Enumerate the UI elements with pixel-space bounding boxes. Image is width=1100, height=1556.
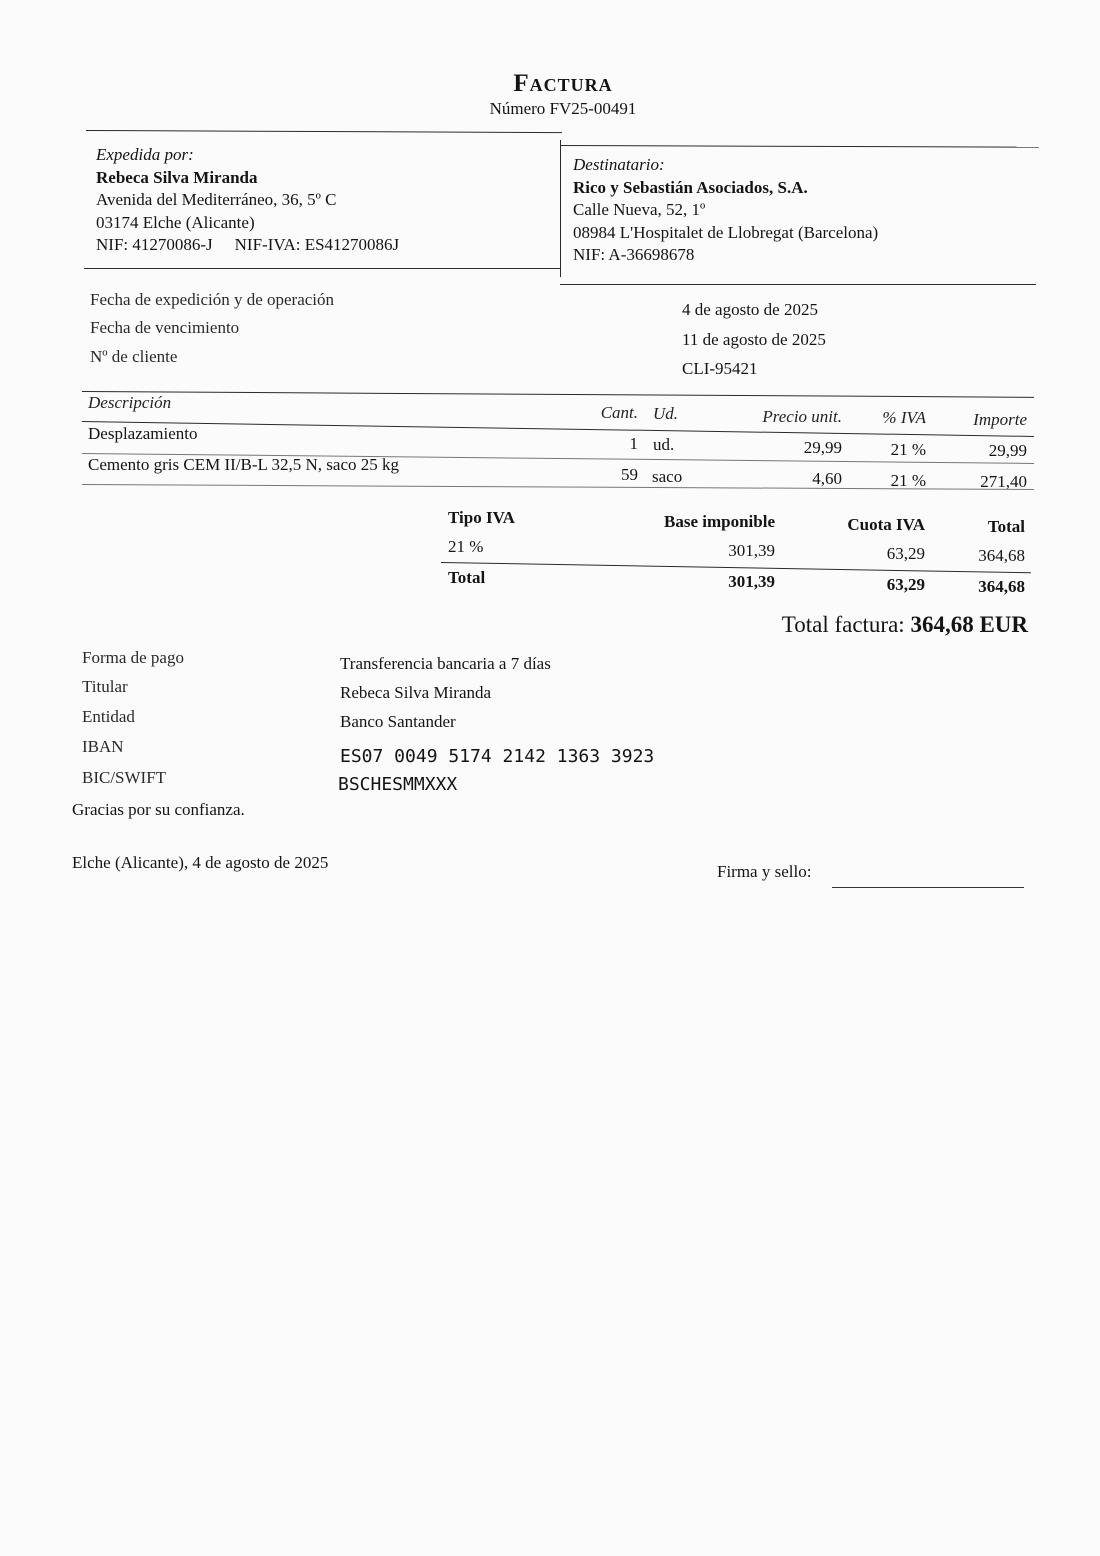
recipient-name: Rico y Sebastián Asociados, S.A. <box>573 177 808 197</box>
summary-row-quota: 63,29 <box>886 544 925 563</box>
summary-total-quota: 63,29 <box>886 575 925 594</box>
items-top-rule <box>82 391 1034 398</box>
thank-you-note: Gracias por su confianza. <box>72 800 245 819</box>
item-2-amount: 271,40 <box>980 472 1027 491</box>
item-1-qty: 1 <box>629 434 638 453</box>
recipient-block <box>573 154 878 267</box>
parties-bottom-rule-right <box>560 284 1036 285</box>
issuer-label: Expedida por: <box>96 145 194 164</box>
item-1-price: 29,99 <box>803 438 842 457</box>
recipient-nif: NIF: A-36698678 <box>573 245 695 264</box>
grand-total-value: 364,68 EUR <box>910 612 1028 637</box>
recipient-label: Destinatario: <box>573 155 665 174</box>
account-holder-value: Rebeca Silva Miranda <box>340 683 492 702</box>
col-price-header: Precio unit. <box>762 407 842 426</box>
issue-date-label: Fecha de expedición y de operación <box>90 290 335 309</box>
item-2-qty: 59 <box>621 465 638 484</box>
payment-method-value: Transferencia bancaria a 7 días <box>340 654 551 673</box>
col-qty-header: Cant. <box>600 403 638 422</box>
col-amount-header: Importe <box>973 410 1027 429</box>
item-2-price: 4,60 <box>812 469 842 488</box>
summary-row-base: 301,39 <box>728 541 775 560</box>
issue-date-value: 4 de agosto de 2025 <box>682 300 818 319</box>
issuer-name: Rebeca Silva Miranda <box>96 167 258 187</box>
summary-total-header: Total <box>987 517 1025 536</box>
invoice-header <box>0 70 1100 119</box>
summary-total-label: Total <box>448 568 486 587</box>
col-description-header: Descripción <box>88 393 172 412</box>
summary-total-total: 364,68 <box>978 577 1025 596</box>
issuer-address-line1: Avenida del Mediterráneo, 36, 5º C <box>96 190 337 209</box>
bic-value: BSCHESMMXXX <box>338 774 458 795</box>
bank-value: Banco Santander <box>340 712 456 731</box>
signature-line <box>832 887 1024 888</box>
item-1-vat: 21 % <box>890 440 926 459</box>
due-date-value: 11 de agosto de 2025 <box>682 330 826 349</box>
issuer-nif-iva: NIF-IVA: ES41270086J <box>234 235 400 254</box>
recipient-address-line2: 08984 L'Hospitalet de Llobregat (Barcelona) <box>573 222 879 242</box>
signature-label: Firma y sello: <box>717 862 812 881</box>
summary-total-base: 301,39 <box>728 572 775 591</box>
issuer-block <box>96 144 399 257</box>
item-2-description: Cemento gris CEM II/B-L 32,5 N, saco 25 kg <box>88 455 399 474</box>
summary-type-header: Tipo IVA <box>448 508 515 527</box>
issuer-tax-ids <box>96 234 399 257</box>
client-number-label: Nº de cliente <box>90 347 178 366</box>
grand-total-label: Total factura: <box>781 612 905 637</box>
iban-value: ES07 0049 5174 2142 1363 3923 <box>340 746 655 767</box>
recipient-address-line1: Calle Nueva, 52, 1º <box>573 200 706 219</box>
summary-row-type: 21 % <box>448 537 484 556</box>
issuer-nif: NIF: 41270086-J <box>96 235 213 254</box>
parties-top-rule-right <box>561 145 1039 148</box>
item-1-description: Desplazamiento <box>88 424 198 443</box>
grand-total <box>782 612 1028 638</box>
place-and-date: Elche (Alicante), 4 de agosto de 2025 <box>72 853 329 872</box>
parties-divider <box>560 140 561 277</box>
bic-label: BIC/SWIFT <box>82 768 167 787</box>
summary-row-total: 364,68 <box>978 546 1025 565</box>
col-unit-header: Ud. <box>653 404 679 423</box>
item-1-unit: ud. <box>653 435 675 454</box>
bank-label: Entidad <box>82 707 135 726</box>
item-2-unit: saco <box>652 467 683 486</box>
payment-method-label: Forma de pago <box>82 648 184 667</box>
invoice-title: Factura <box>513 70 613 97</box>
col-vat-header: % IVA <box>882 408 926 427</box>
item-1-amount: 29,99 <box>988 441 1027 460</box>
summary-quota-header: Cuota IVA <box>847 515 925 534</box>
parties-top-rule-left <box>86 130 562 133</box>
invoice-number: Número FV25-00491 <box>489 99 637 118</box>
item-2-vat: 21 % <box>890 471 926 490</box>
issuer-address-line2: 03174 Elche (Alicante) <box>96 212 255 232</box>
parties-bottom-rule-left <box>84 268 560 269</box>
client-number-value: CLI-95421 <box>682 359 758 378</box>
account-holder-label: Titular <box>82 677 128 696</box>
due-date-label: Fecha de vencimiento <box>90 318 240 337</box>
summary-base-header: Base imponible <box>664 512 775 531</box>
iban-label: IBAN <box>82 737 124 756</box>
